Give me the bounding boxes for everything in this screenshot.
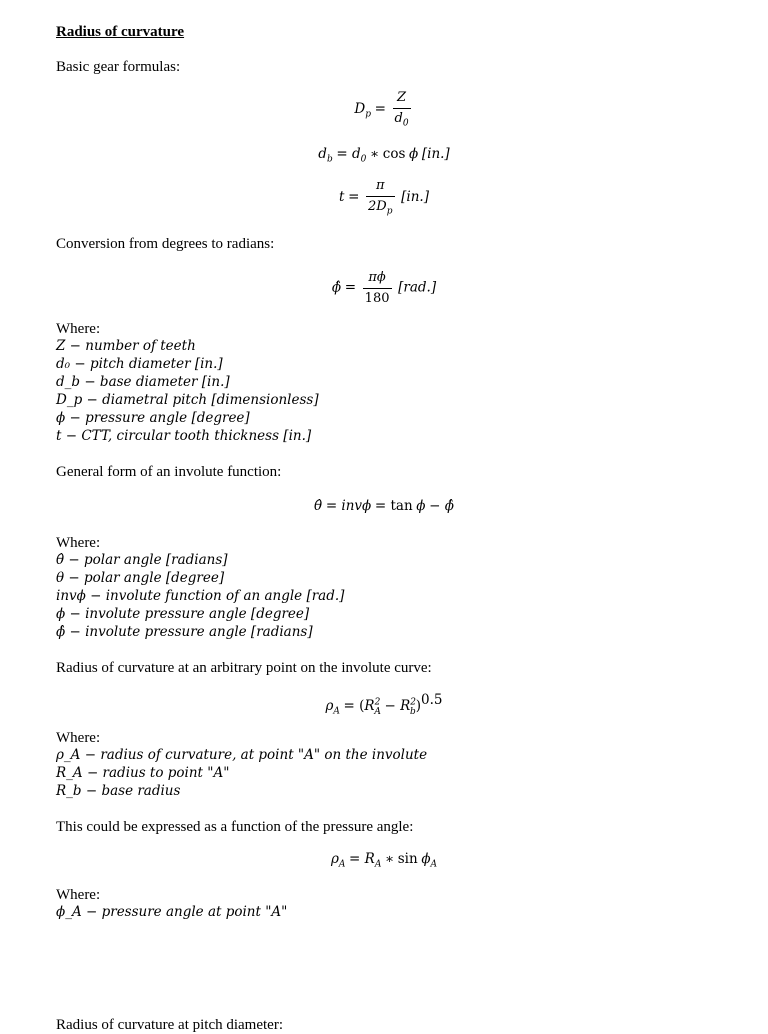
definition-item: t − CTT, circular tooth thickness [in.] [56, 428, 312, 444]
definition-item: ϕ − pressure angle [degree] [56, 410, 250, 426]
curvature-variable-definitions [56, 747, 427, 801]
next-section-heading: Radius of curvature at pitch diameter: [56, 1017, 283, 1033]
definition-item: Z − number of teeth [56, 338, 196, 354]
base-diameter-equation: $d_b = d_0$ ∗ cos ϕ [in.] [318, 146, 450, 165]
definition-item: d_b − base diameter [in.] [56, 374, 230, 390]
definition-item: d₀ − pitch diameter [in.] [56, 356, 223, 372]
definition-item: R_b − base radius [56, 783, 181, 799]
involute-label: General form of an involute function: [56, 464, 282, 480]
involute-function-equation: θ̂ = invϕ = tan ϕ − ϕ̂ [314, 498, 454, 514]
where-label-3: Where: [56, 730, 101, 746]
pressure-angle-equation: $\rho_A = R_A$ ∗ $\sin \phi_A$ [330, 851, 438, 870]
definition-item: ϕ̂ − involute pressure angle [radians] [56, 624, 313, 640]
where-label-1: Where: [56, 321, 101, 337]
definition-item: ρ_A − radius of curvature, at point "A" on the involute [56, 747, 428, 763]
gear-variable-definitions [56, 338, 319, 446]
definition-item: θ − polar angle [degree] [56, 570, 225, 586]
where-label-2: Where: [56, 535, 101, 551]
definition-item: ϕ − involute pressure angle [degree] [56, 606, 310, 622]
involute-variable-definitions [56, 552, 344, 642]
pressure-angle-definitions [56, 904, 287, 922]
definition-item: invϕ − involute function of an angle [rad.] [56, 588, 345, 604]
where-label-4: Where: [56, 887, 101, 903]
degrees-to-radians-equation: ϕ̂ = $\frac{\pi\phi}{180}$ [rad.] [331, 270, 437, 306]
radius-of-curvature-equation: $\rho_A = (R^2_A - R^2_b)^{0.5}$ [325, 692, 443, 717]
definition-item: θ̂ − polar angle [radians] [56, 552, 228, 568]
tooth-thickness-equation: t = $\frac{\pi}{2D_p}$ [in.] [339, 178, 429, 217]
section-title: Radius of curvature [56, 24, 185, 40]
radius-of-curvature-label: Radius of curvature at an arbitrary point on the involute curve: [56, 660, 432, 676]
diametral-pitch-equation: $D_p$ = $\frac{Z}{d_0}$ [354, 90, 409, 129]
definition-item: R_A − radius to point "A" [56, 765, 230, 781]
conversion-label: Conversion from degrees to radians: [56, 236, 275, 252]
pressure-angle-label: This could be expressed as a function of the pressure angle: [56, 819, 414, 835]
definition-item: ϕ_A − pressure angle at point "A" [56, 904, 288, 920]
intro-text: Basic gear formulas: [56, 59, 181, 75]
definition-item: D_p − diametral pitch [dimensionless] [56, 392, 319, 408]
